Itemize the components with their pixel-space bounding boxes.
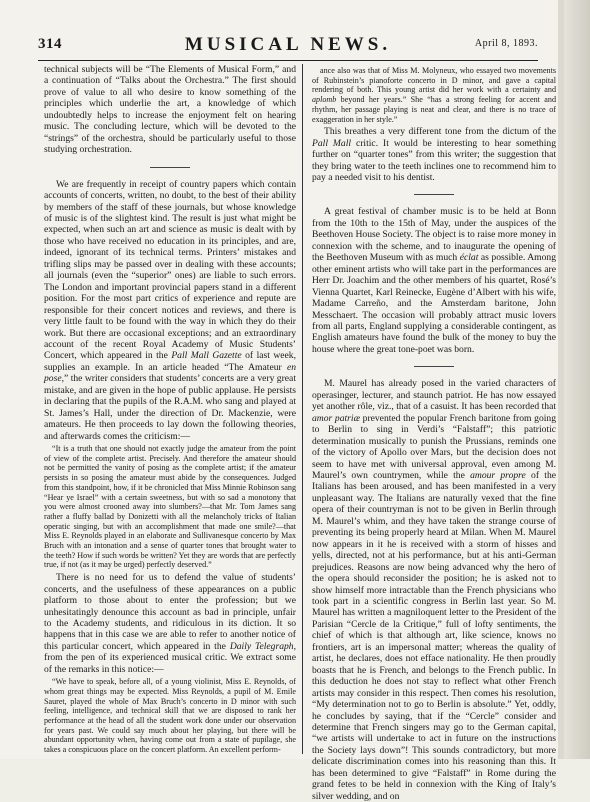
- defense-paragraph: There is no need for us to defend the value of students’ concerts, and the usefulness of these appearances on a public platform to those about to enter the profession; but we unhesitatingly denounce this account as bad in principle, unfair to the Academy students, and ridiculous in its diction. It so happens that in this case we are able to refer to another notice of this particular concert, which appeared in the Daily Telegraph, from the pen of its experienced musical critic. We extract some of the remarks in this notice:—: [44, 572, 296, 675]
- section-separator: [414, 194, 454, 195]
- left-column: [44, 64, 296, 757]
- telegraph-quote: “We have to speak, before all, of a young violinist, Miss E. Reynolds, of whom great things may be expected. Miss Reynolds, a pupil of M. Emile Sauret, played the whole of Max Bruch’s concerto in D minor with such feeling, intelligence, and technical skill that we are disposed to rank her performance at the head of all the student work done under our observation for years past. We could say much about her playing, but there will be abundant opportunity when, having come out from a state of pupilage, she takes a conspicuous place on the concert platform. An excellent perform-: [44, 677, 296, 755]
- pall-mall-quote: “It is a truth that one should not exactly judge the amateur from the point of view of the complete artist. Precisely. And therefore the amateur should not be permitted the vanity of posing as the complete artist; if the amateur persists in so posing the amateur must abide by the consequences. Judged from this standpoint, how, if it be chronicled that Miss Minnie Robinson sang “Hear ye Israel” with a certain sweetness, but with so sad a monotony that you were almost crooned away into slumbers?—that Mr. Tom James sang rather a fluffy ballad by Donizetti with all the melancholy tricks of Italian operatic singing, but with an accomplishment that made one smile?—that Miss E. Reynolds played in an elaborate and Sullivanesque concerto by Max Bruch with an intonation and a sense of quarter tones that brought water to the teeth? How if such words be written? Yet they are words that are perfectly true, if not (as it may be urged) perfectly deserved.”: [44, 444, 296, 570]
- issue-date: April 8, 1893.: [474, 38, 538, 49]
- lecture-paragraph: technical subjects will be “The Elements of Musical Form,” and a continuation of “Talks about the Orchestra.” The first should prove of value to all who desire to know something of the principles which underlie the art, a knowledge of which undoubtedly helps to increase the enjoyment felt on hearing music. The concluding lecture, which will be devoted to the “strings” of the orchestra, should be particularly useful to those studying orchestration.: [44, 64, 296, 156]
- right-column: [312, 64, 556, 802]
- column-divider: [302, 64, 303, 754]
- header-rule: [38, 60, 538, 61]
- telegraph-quote-continued: ance also was that of Miss M. Molyneux, who essayed two movements of Rubinstein’s pianoforte concerto in D minor, and gave a capital rendering of both. This young artist did her work with a certainty and aplomb beyond her years.” She “has a strong feeling for accent and rhythm, her passage playing is neat and clear, and there is no trace of exaggeration in her style.”: [312, 66, 556, 124]
- page-header: [38, 36, 538, 58]
- page-spine: [564, 0, 590, 759]
- country-papers-paragraph: We are frequently in receipt of country papers which contain accounts of concerts, written, no doubt, to the best of their ability by members of the staff of these journals, but whose knowledge of music is of the slightest kind. The result is just what might be expected, when such an art and science as music is dealt with by those who have received no education in its principles, and are, indeed, ignorant of its technical terms. Printers’ mistakes and trifling slips may be passed over in dealing with these accounts; all journals (even the “superior” ones) are liable to such errors. The London and important provincial papers stand in a different position. For the most part critics of experience and repute are responsible for their concert notices and reviews, and there is very little fault to be found with the way in which they do their work. But there are occasional exceptions; and an extraordinary account of the recent Royal Academy of Music Students’ Concert, which appeared in the Pall Mall Gazette of last week, supplies an example. In an article headed “The Amateur en pose,” the writer considers that students’ concerts are a very great mistake, and are given in the hope of public applause. He persists in declaring that the pupils of the R.A.M. who sang and played at St. James’s Hall, under the direction of Dr. Mackenzie, were amateurs. He then proceeds to lay down the following theories, and afterwards comes the criticism:—: [44, 178, 296, 442]
- section-separator: [150, 167, 190, 168]
- bonn-festival-paragraph: A great festival of chamber music is to be held at Bonn from the 10th to the 15th of May, under the auspices of the Beethoven House Society. The object is to raise more money in connexion with the scheme, and to inaugurate the opening of the Beethoven Museum with as much éclat as possible. Among other eminent artists who will take part in the performances are Herr Dr. Joachim and the other members of his quartet, Rosé’s Vienna Quartet, Karl Reinecke, Eugène d’Albert with his wife, Madame Carreño, and the Amsterdam baritone, John Messchaert. The occasion will probably attract music lovers from all parts, England supplying a considerable contingent, as English amateurs have found the bulk of the money to buy the house where the great tone-poet was born.: [312, 206, 556, 355]
- maurel-paragraph: M. Maurel has already posed in the varied characters of operasinger, lecturer, and staunch patriot. He has now essayed yet another rôle, viz., that of a casuist. It has been recorded that amor patriæ prevented the popular French baritone from going to Berlin to sing in Verdi’s “Falstaff”; this patriotic determination musically to punish the Prussians, reminds one of the victory of Apollo over Mars, but the decision does not seem to have met with universal approval, even among M. Maurel’s own countrymen, while the amour propre of the Italians has been aroused, and has been manifested in a very unpleasant way. The Italians are naturally vexed that the fine opera of their countryman is not to be given in Berlin through M. Maurel’s whim, and they have taken the strange course of preventing its being properly heard at Milan. When M. Maurel now appears in it he is received with a storm of hisses and yells, directed, not at his performance, but at his anti-German prejudices. Reasons are now being advanced why the hero of the opera should reconsider the position; he is asked not to show himself more intractable than the French physicians who took part in a scientific congress in Berlin last year. So M. Maurel has written a magniloquent letter to the President of the Parisian “Cercle de la Critique,” full of lofty sentiments, the chief of which is that although art, like science, knows no frontiers, art is an impersonal matter; whereas the quality of artist, he declares, does not efface nationality. He then proudly boasts that he is French, and belongs to the French public. In this deduction he does not stay to reflect what other French artists may consider in this respect. Then comes his resolution, “My determination not to go to Berlin is absolute.” Yet, oddly, he concludes by saying, that if the “Cercle” consider and determine that French singers may go to the German capital, “we artists will undertake to act in future on the instructions the Society lays down”! This sounds contradictory, but more delicate discrimination comes into his reasoning than this. It has been determined to give “Falstaff” in Rome during the grand fetes to be held in connexion with the King of Italy’s silver wedding, and on: [312, 378, 557, 802]
- page-title: MUSICAL NEWS.: [184, 34, 392, 55]
- page-number: 314: [38, 36, 62, 52]
- section-separator: [414, 366, 454, 367]
- critic-comparison-paragraph: This breathes a very different tone from the dictum of the Pall Mall critic. It would be interesting to hear something further on “quarter tones” from this writer; the suggestion that they bring water to the teeth inclines one to recommend him to pay a needed visit to his dentist.: [312, 126, 556, 184]
